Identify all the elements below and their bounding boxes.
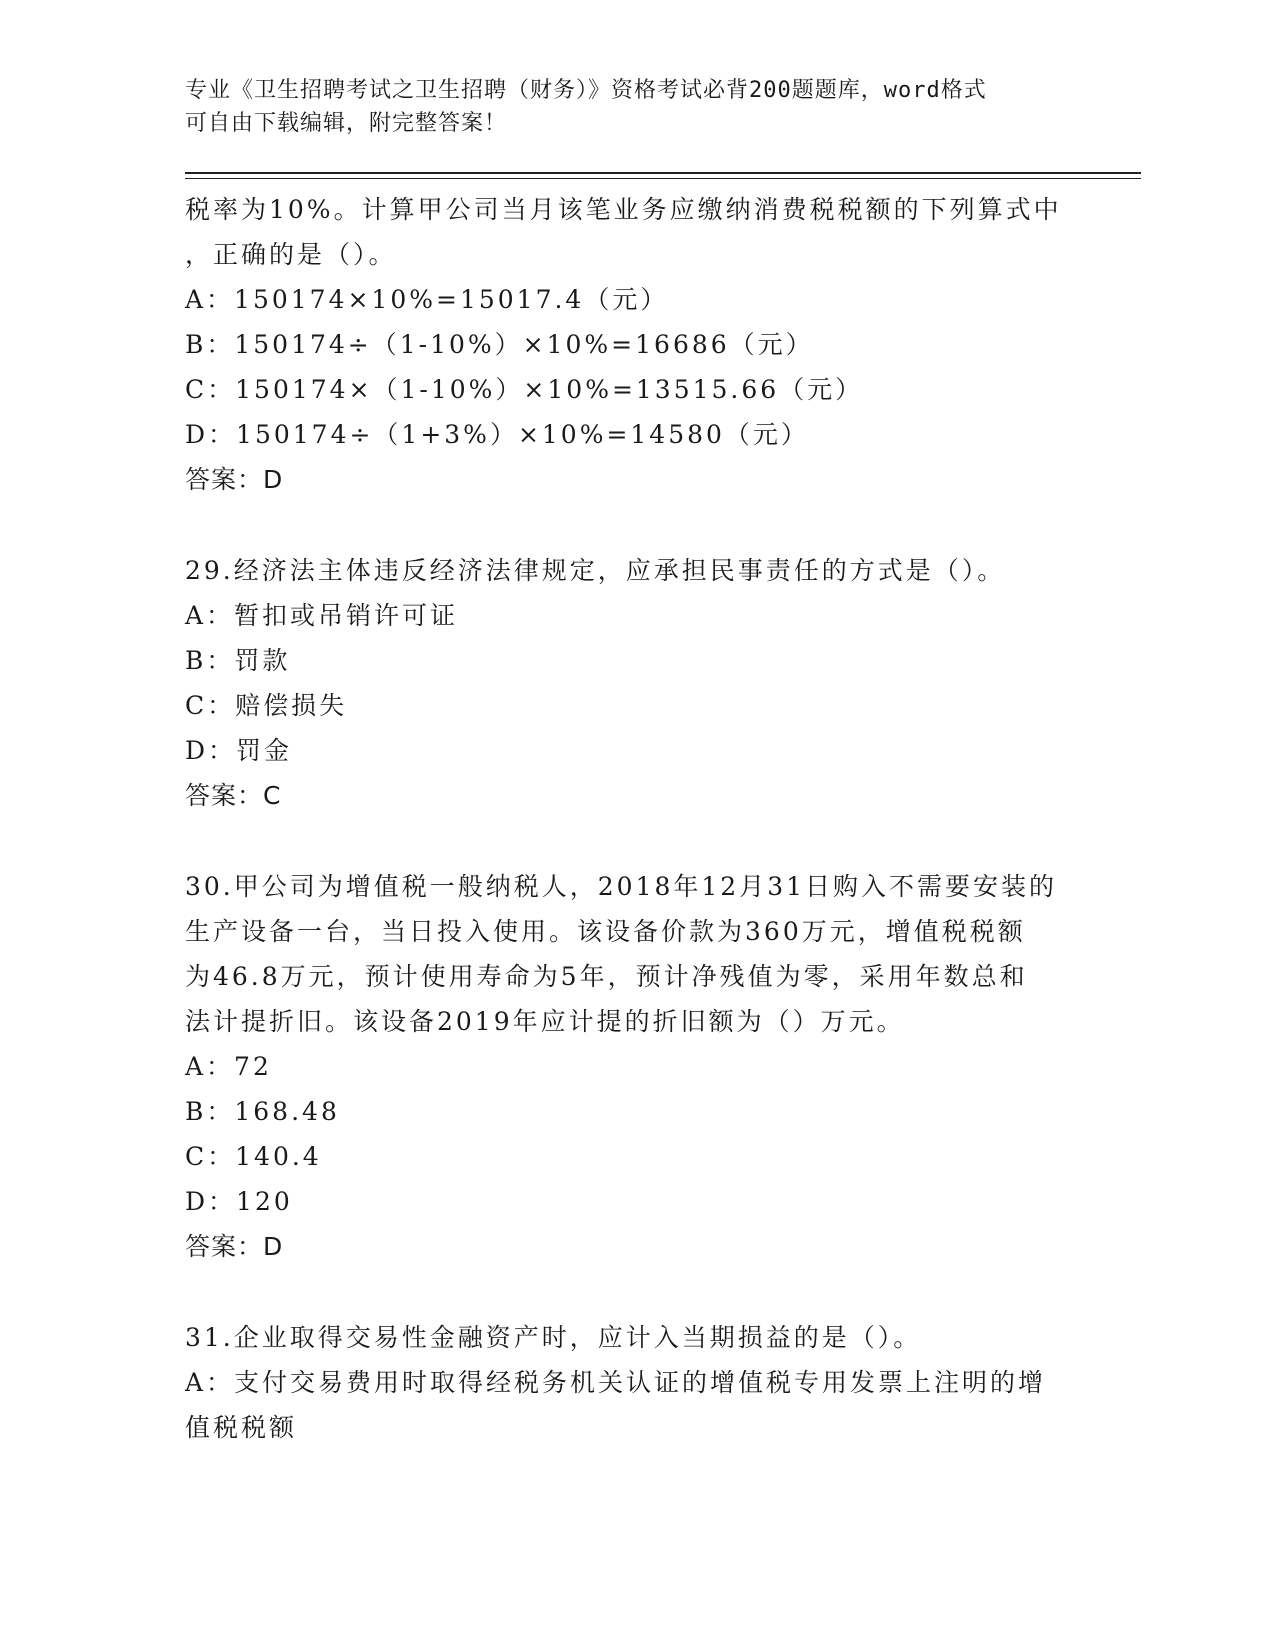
question-text-line: 法计提折旧。该设备2019年应计提的折旧额为（）万元。 <box>185 1007 905 1036</box>
question-31 <box>185 1315 1090 1450</box>
answer: 答案：C <box>185 781 282 810</box>
answer: 答案：D <box>185 465 284 494</box>
question-text-line: 为46.8万元，预计使用寿命为5年，预计净残值为零，采用年数总和 <box>185 962 1028 991</box>
question-30 <box>185 864 1090 1269</box>
option-b: B：168.48 <box>185 1097 340 1126</box>
question-spacer <box>185 502 1090 548</box>
option-a-continuation: 值税税额 <box>185 1413 298 1442</box>
option-b: B：150174÷（1-10%）×10%=16686（元） <box>185 330 814 359</box>
question-spacer <box>185 1269 1090 1315</box>
header-rule-thick <box>185 172 1141 174</box>
question-list <box>185 187 1090 1450</box>
option-c: C：150174×（1-10%）×10%=13515.66（元） <box>185 375 864 404</box>
answer: 答案：D <box>185 1232 284 1261</box>
option-b: B：罚款 <box>185 646 291 675</box>
option-d: D：120 <box>185 1187 293 1216</box>
option-d: D：罚金 <box>185 736 293 765</box>
question-text-line: 31.企业取得交易性金融资产时，应计入当期损益的是（）。 <box>185 1323 922 1352</box>
question-spacer <box>185 818 1090 864</box>
option-a: A：150174×10%=15017.4（元） <box>185 285 669 314</box>
option-c: C：赔偿损失 <box>185 691 348 720</box>
question-text-line: 29.经济法主体违反经济法律规定，应承担民事责任的方式是（）。 <box>185 556 1006 585</box>
header-rule-thin <box>185 178 1141 179</box>
option-a: A：暂扣或吊销许可证 <box>185 601 459 630</box>
question-29 <box>185 548 1090 818</box>
question-text-line: 税率为10%。计算甲公司当月该笔业务应缴纳消费税税额的下列算式中 <box>185 195 1062 224</box>
question-text-line: 生产设备一台，当日投入使用。该设备价款为360万元，增值税税额 <box>185 917 1026 946</box>
question-text-line: ，正确的是（）。 <box>185 240 397 269</box>
header-title-line-2: 可自由下载编辑，附完整答案！ <box>185 111 508 136</box>
question-28 <box>185 187 1090 502</box>
option-a: A：72 <box>185 1052 272 1081</box>
option-a: A：支付交易费用时取得经税务机关认证的增值税专用发票上注明的增 <box>185 1368 1047 1397</box>
question-text-line: 30.甲公司为增值税一般纳税人，2018年12月31日购入不需要安装的 <box>185 872 1058 901</box>
option-d: D：150174÷（1+3%）×10%=14580（元） <box>185 420 809 449</box>
header-title-line-1: 专业《卫生招聘考试之卫生招聘（财务）》资格考试必背200题题库，word格式 <box>185 78 987 103</box>
document-header <box>185 74 1065 140</box>
option-c: C：140.4 <box>185 1142 322 1171</box>
